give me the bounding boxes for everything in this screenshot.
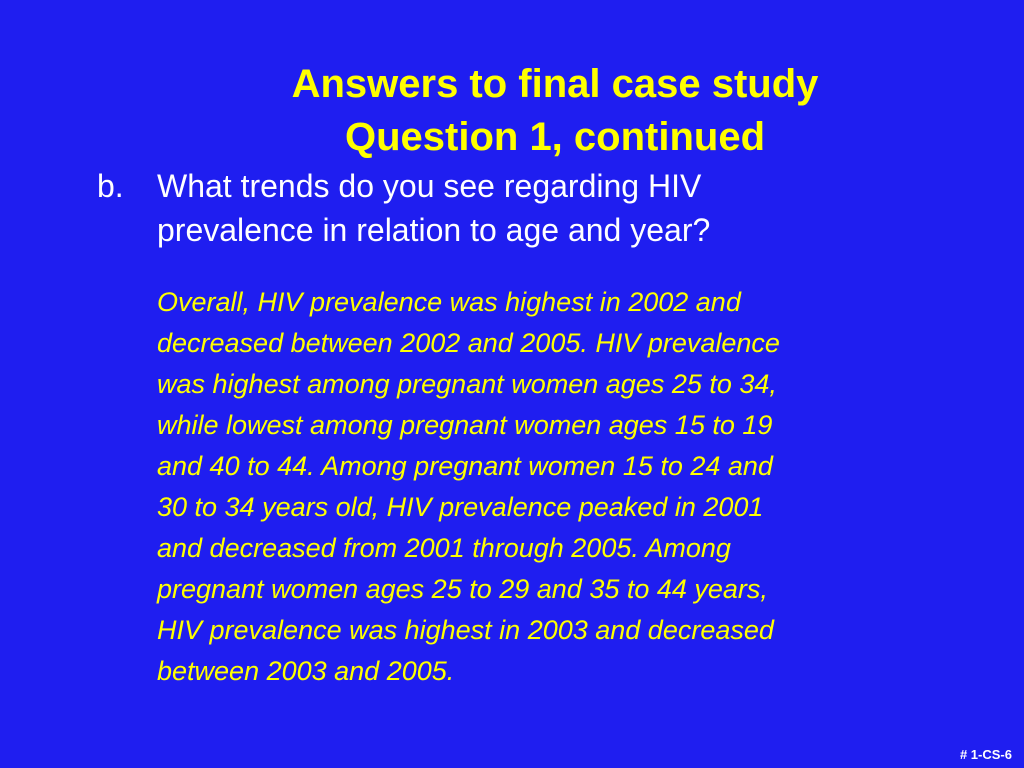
- answer-line-4: while lowest among pregnant women ages 15 to 19: [157, 410, 773, 440]
- slide-number: # 1-CS-6: [959, 747, 1012, 762]
- answer-line-5: and 40 to 44. Among pregnant women 15 to 24 and: [157, 451, 773, 481]
- answer-line-8: pregnant women ages 25 to 29 and 35 to 44 years,: [157, 574, 768, 604]
- question-text: [157, 164, 957, 252]
- answer-line-6: 30 to 34 years old, HIV prevalence peaked in 2001: [157, 492, 764, 522]
- question-line-1: What trends do you see regarding HIV: [157, 168, 702, 204]
- answer-line-3: was highest among pregnant women ages 25 to 34,: [157, 369, 777, 399]
- answer-line-2: decreased between 2002 and 2005. HIV prevalence: [157, 328, 780, 358]
- slide-title: [0, 58, 1024, 164]
- question-marker: b.: [97, 168, 124, 204]
- answer-line-10: between 2003 and 2005.: [157, 656, 455, 686]
- answer-line-7: and decreased from 2001 through 2005. Among: [157, 533, 731, 563]
- slide-title-line-1: Answers to final case study: [291, 62, 819, 106]
- answer-paragraph: [157, 282, 967, 692]
- answer-line-1: Overall, HIV prevalence was highest in 2002 and: [157, 287, 741, 317]
- answer-line-9: HIV prevalence was highest in 2003 and decreased: [157, 615, 774, 645]
- question-line-2: prevalence in relation to age and year?: [157, 212, 711, 248]
- slide-title-line-2: Question 1, continued: [344, 115, 766, 159]
